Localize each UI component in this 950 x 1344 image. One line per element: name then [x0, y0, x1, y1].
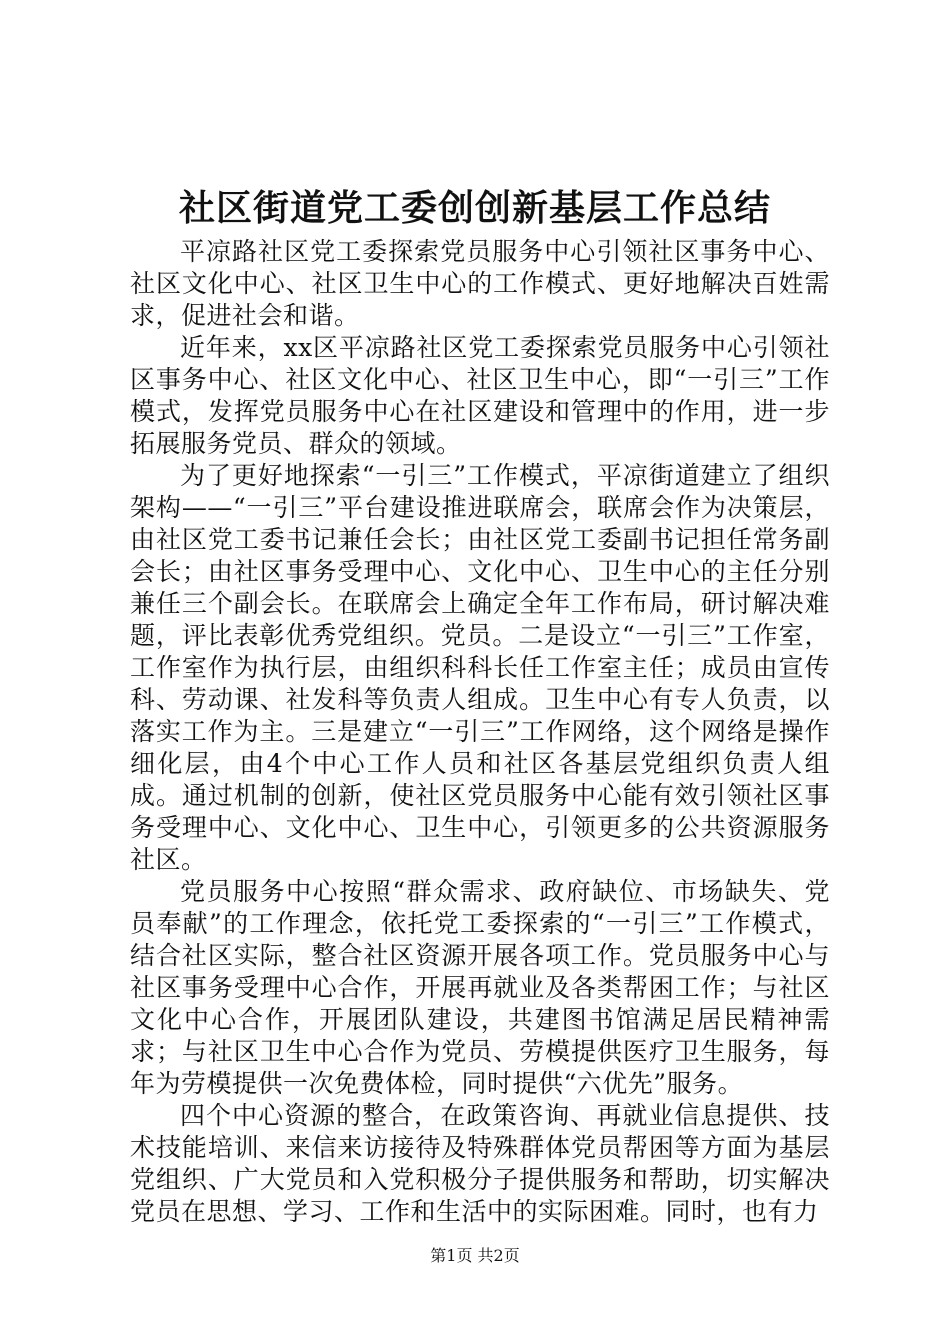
paragraph: 近年来，xx区平凉路社区党工委探索党员服务中心引领社区事务中心、社区文化中心、社区卫生中心，即“一引三”工作模式，发挥党员服务中心在社区建设和管理中的作用，进一步拓展服务党员、群众的领域。	[130, 333, 830, 458]
paragraph: 党员服务中心按照“群众需求、政府缺位、市场缺失、党员奉献”的工作理念，依托党工委探索的“一引三”工作模式，结合社区实际，整合社区资源开展各项工作。党员服务中心与社区事务受理中心合作，开展再就业及各类帮困工作；与社区文化中心合作，开展团队建设，共建图书馆满足居民精神需求；与社区卫生中心合作为党员、劳模提供医疗卫生服务，每年为劳模提供一次免费体检，同时提供“六优先”服务。	[130, 877, 830, 1098]
paragraph: 为了更好地探索“一引三”工作模式，平凉街道建立了组织架构——“一引三”平台建设推进联席会，联席会作为决策层，由社区党工委书记兼任会长；由社区党工委副书记担任常务副会长；由社区事务受理中心、文化中心、卫生中心的主任分别兼任三个副会长。在联席会上确定全年工作布局，研讨解决难题，评比表彰优秀党组织。党员。二是设立“一引三”工作室，工作室作为执行层，由组织科科长任工作室主任；成员由宣传科、劳动课、社发科等负责人组成。卫生中心有专人负责，以落实工作为主。三是建立“一引三”工作网络，这个网络是操作细化层，由4个中心工作人员和社区各基层党组织负责人组成。通过机制的创新，使社区党员服务中心能有效引领社区事务受理中心、文化中心、卫生中心，引领更多的公共资源服务社区。	[130, 461, 830, 874]
page-footer: 第1页 共2页	[430, 1246, 520, 1265]
document-body	[130, 236, 830, 1228]
document-title: 社区街道党工委创创新基层工作总结	[178, 187, 771, 229]
paragraph: 平凉路社区党工委探索党员服务中心引领社区事务中心、社区文化中心、社区卫生中心的工作模式、更好地解决百姓需求，促进社会和谐。	[130, 237, 830, 330]
paragraph: 四个中心资源的整合，在政策咨询、再就业信息提供、技术技能培训、来信来访接待及特殊群体党员帮困等方面为基层党组织、广大党员和入党积极分子提供服务和帮助，切实解决党员在思想、学习、工作和生活中的实际困难。同时，也有力	[130, 1101, 830, 1226]
